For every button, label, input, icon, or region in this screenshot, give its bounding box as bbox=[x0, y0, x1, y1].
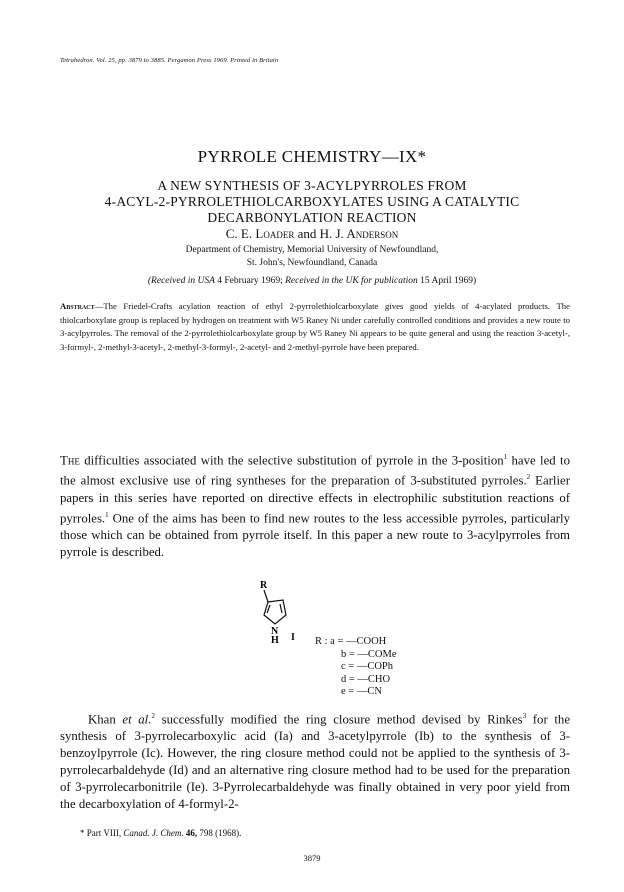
et-al: et al. bbox=[122, 712, 152, 727]
affiliation-line-2: St. John's, Newfoundland, Canada bbox=[246, 258, 378, 268]
authors-and: and bbox=[294, 226, 320, 241]
page-number: 3879 bbox=[303, 853, 321, 863]
ring-double-bond bbox=[280, 604, 282, 613]
pyrrole-structure-diagram bbox=[240, 578, 320, 644]
affiliation-line-1: Department of Chemistry, Memorial University of Newfoundland, bbox=[185, 245, 439, 255]
substituent-list bbox=[315, 636, 397, 699]
affiliation bbox=[0, 244, 624, 270]
received-dates bbox=[0, 276, 624, 286]
received-usa-year: 1969; bbox=[261, 276, 286, 286]
intro-text-1: difficulties associated with the selective substitution of pyrrole in the 3-position bbox=[79, 453, 504, 468]
subtitle-line-1: A NEW SYNTHESIS OF 3-ACYLPYRROLES FROM bbox=[157, 178, 467, 193]
substituent-a: R : a = —COOH bbox=[315, 636, 387, 647]
author-1: C. E. Loader bbox=[225, 226, 295, 241]
received-usa-label: (Received in USA bbox=[147, 276, 215, 286]
khan-text-1: Khan bbox=[88, 712, 123, 727]
authors bbox=[0, 226, 624, 242]
r-bond-line bbox=[264, 590, 268, 602]
intro-text-2: have led to the almost exclusive use of ring syntheses for the preparation of 3-substituted pyrroles. bbox=[60, 453, 571, 488]
ref-superscript: 2 bbox=[151, 712, 155, 720]
footnote-text-2: 798 (1968). bbox=[197, 828, 242, 838]
intro-lead-word: The bbox=[60, 453, 80, 468]
structure-h-label: H bbox=[271, 635, 279, 644]
footnote-text-1: Part VIII, bbox=[84, 828, 124, 838]
footnote-volume: 46, bbox=[183, 828, 198, 838]
khan-text-2: successfully modified the ring closure method devised by Rinkes bbox=[154, 712, 523, 727]
structure-r-label: R bbox=[260, 580, 268, 591]
footnote bbox=[80, 828, 241, 838]
abstract-label: Abstract bbox=[60, 301, 95, 311]
intro-text-3: Earlier papers in this series have reported on directive effects in electrophilic substitution reactions of pyrroles. bbox=[60, 473, 570, 525]
subtitle-line-2: 4-ACYL-2-PYRROLETHIOLCARBOXYLATES USING A CATALYTIC bbox=[104, 194, 520, 209]
journal-header: Tetrahedron. Vol. 25, pp. 3879 to 3885. Pergamon Press 1969. Printed in Britain bbox=[60, 57, 279, 64]
received-uk-label: Received in the UK for publication bbox=[285, 276, 418, 286]
received-uk-date: 15 April bbox=[417, 276, 454, 286]
structure-n-label: N bbox=[271, 626, 279, 637]
abstract-text: —The Friedel-Crafts acylation reaction of ethyl 2-pyrrolethiolcarboxylate gives good yields of 4-acylated products. The thiolcarboxylate group is replaced by hydrogen on treatment with W5 Raney Ni under carefully controlled conditions and provides a new route to 3-acylpyrroles. The removal of the 2-pyrrolethiolcarboxylate group by W5 Raney Ni appears to be quite general and using the reaction 3-acetyl-, 3-formyl-, 2-methyl-3-acetyl-, 2-methyl-3-formyl-, 2-acetyl- and 2-methyl-pyrrole have been prepared. bbox=[60, 301, 570, 352]
intro-paragraph bbox=[60, 449, 570, 561]
substituent-d: d = —CHO bbox=[341, 673, 391, 685]
compound-label: I bbox=[291, 632, 295, 643]
subtitle-line-3: DECARBONYLATION REACTION bbox=[207, 210, 417, 225]
abstract bbox=[60, 300, 570, 354]
ref-superscript: 2 bbox=[526, 473, 531, 482]
author-2: H. J. Anderson bbox=[319, 226, 399, 241]
footnote-journal: Canad. J. Chem. bbox=[123, 828, 184, 838]
received-usa-date: 4 February bbox=[214, 276, 262, 286]
received-uk-year: 1969) bbox=[453, 276, 477, 286]
ring-double-bond bbox=[267, 605, 270, 613]
substituent-c: c = —COPh bbox=[341, 661, 394, 673]
paper-title: PYRROLE CHEMISTRY—IX* bbox=[197, 147, 427, 166]
substituent-b: b = —COMe bbox=[341, 648, 397, 660]
khan-paragraph bbox=[60, 708, 570, 813]
substituent-e: e = —CN bbox=[341, 686, 382, 698]
ref-superscript: 3 bbox=[522, 712, 527, 720]
footnote-mark: * bbox=[80, 828, 85, 838]
ref-superscript: 1 bbox=[503, 453, 508, 461]
ref-superscript: 1 bbox=[105, 510, 109, 519]
khan-text-3: for the synthesis of 3-pyrrolecarboxylic acid (Ia) and 3-acetylpyrrole (Ib) to the synthesis of 3-benzoylpyrrole (Ic). However, the ring closure method could not be applied to the synthesis of 3-pyrrolecarbaldehyde (Id) and an alternative ring closure method had to be used for the preparation of 3-pyrrolecarbonitrile (Ie). 3-Pyrrolecarbaldehyde was finally obtained in very poor yield from the decarboxylation of 4-formyl-2- bbox=[60, 712, 570, 812]
intro-text-4: One of the aims has been to find new routes to the less accessible pyrroles, particularly those which can be obtained from pyrrole itself. In this paper a new route to 3-acylpyrroles from pyrrole is described. bbox=[60, 510, 570, 559]
